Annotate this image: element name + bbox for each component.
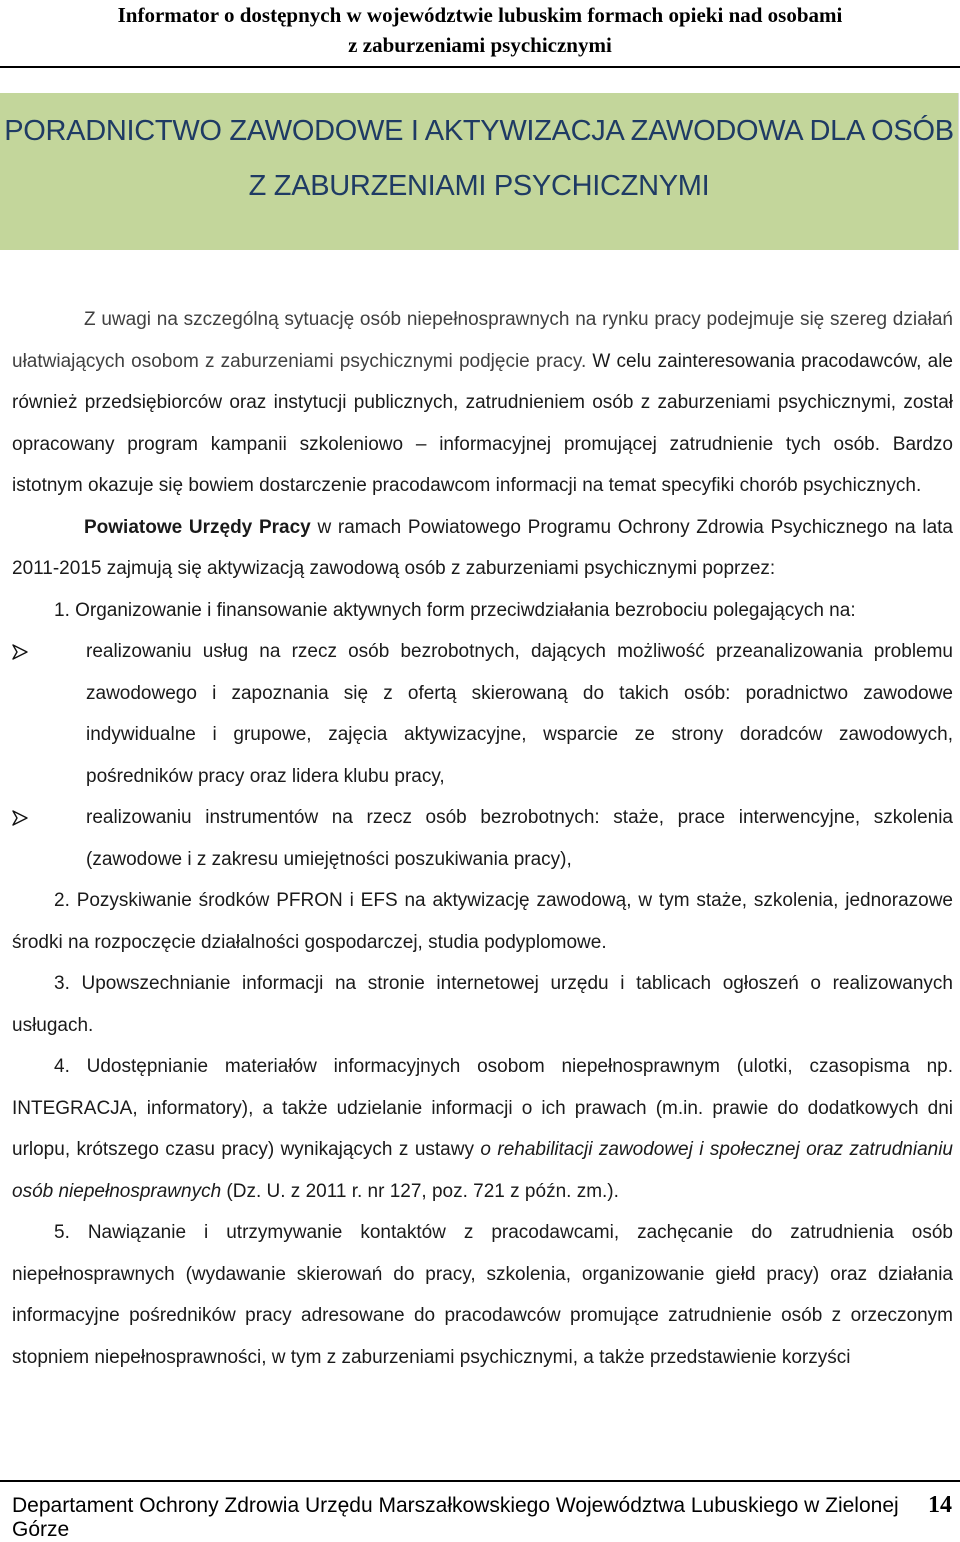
- intro-first-sentence: Z uwagi na szczególną sytuację osób niepełnosprawnych na rynku pracy podejmuje się szereg działań ułatwiających osobom z zaburzeniami psychicznymi podjęcie pracy.: [12, 309, 953, 372]
- pup-label: Powiatowe Urzędy Pracy: [84, 516, 311, 538]
- list-item-4-end: (Dz. U. z 2011 r. nr 127, poz. 721 z późn. zm.).: [221, 1180, 619, 1202]
- list-item-4-law-title: o rehabilitacji zawodowej i społecznej oraz zatrudnianiu osób niepełnosprawnych: [12, 1139, 953, 1202]
- list-item-1: 1. Organizowanie i finansowanie aktywnych form przeciwdziałania bezrobociu polegających na:: [54, 599, 856, 621]
- bullet-item-1: [12, 631, 953, 797]
- list-item-2: 2. Pozyskiwanie środków PFRON i EFS na aktywizację zawodową, w tym staże, szkolenia, jednorazowe środki na rozpoczęcie działalności gospodarczej, studia podyplomowe.: [12, 890, 953, 953]
- list-item-4-start: 4. Udostępnianie materiałów informacyjnych osobom niepełnosprawnym (ulotki, czasopisma np. INTEGRACJA, informatory), a także udzielanie informacji o ich prawach (m.in. prawie do dodatkowych dni urlopu, krótszego czasu pracy) wynikających z ustawy: [12, 1056, 953, 1160]
- document-body: [12, 299, 953, 1378]
- footer-text: Departament Ochrony Zdrowia Urzędu Marszałkowskiego Województwa Lubuskiego w Zielonej Górze: [12, 1494, 899, 1541]
- pup-text: w ramach Powiatowego Programu Ochrony Zdrowia Psychicznego na lata 2011-2015 zajmują się aktywizacją zawodową osób z zaburzeniami psychicznymi poprzez:: [12, 516, 953, 579]
- list-item-4: [12, 1046, 953, 1212]
- document-header: [0, 0, 960, 60]
- arrowhead-bullet-icon: [12, 644, 28, 660]
- banner-title-line-1: PORADNICTWO ZAWODOWE I AKTYWIZACJA ZAWODOWA DLA OSÓB: [4, 115, 954, 147]
- arrowhead-bullet-icon: [12, 810, 28, 826]
- footer-rule: [0, 1480, 960, 1482]
- header-line-1: Informator o dostępnych w województwie lubuskim formach opieki nad osobami: [117, 3, 843, 27]
- pup-paragraph: [12, 507, 953, 590]
- bullet-item-2: [12, 797, 953, 880]
- intro-rest: W celu zainteresowania pracodawców, ale również przedsiębiorców oraz instytucji publicznych, zatrudnieniem osób z zaburzeniami psychicznymi, został opracowany program kampanii szkoleniowo – informacyjnej promującej zatrudnienie tych osób. Bardzo istotnym okazuje się bowiem dostarczenie pracodawcom informacji na temat specyfiki chorób psychicznych.: [12, 350, 953, 496]
- intro-paragraph: [12, 299, 953, 507]
- list-item-5: 5. Nawiązanie i utrzymywanie kontaktów z pracodawcami, zachęcanie do zatrudnienia osób niepełnosprawnych (wydawanie skierowań do pracy, szkolenia, organizowanie giełd pracy) oraz działania informacyjne pośredników pracy adresowane do pracodawców promujące zatrudnienie osób z orzeczonym stopniem niepełnosprawności, w tym z zaburzeniami psychicznymi, a także przedstawienie korzyści: [12, 1222, 953, 1368]
- list-item-3: 3. Upowszechnianie informacji na stronie internetowej urzędu i tablicach ogłoszeń o realizowanych usługach.: [12, 973, 953, 1036]
- bullet-item-2-text: realizowaniu instrumentów na rzecz osób bezrobotnych: staże, prace interwencyjne, szkolenia (zawodowe i z zakresu umiejętności poszukiwania pracy),: [86, 807, 953, 870]
- bullet-item-1-text: realizowaniu usług na rzecz osób bezrobotnych, dających możliwość przeanalizowania problemu zawodowego i zapoznania się z ofertą skierowaną do takich osób: poradnictwo zawodowe indywidualne i grupowe, zajęcia aktywizacyjne, wsparcie ze strony doradców zawodowych, pośredników pracy oraz lidera klubu pracy,: [86, 641, 953, 787]
- section-banner: [0, 93, 959, 250]
- banner-title-line-2: Z ZABURZENIAMI PSYCHICZNYMI: [248, 170, 710, 202]
- header-line-2: z zaburzeniami psychicznymi: [348, 33, 612, 57]
- page-number: 14: [928, 1492, 952, 1518]
- header-rule: [0, 66, 960, 68]
